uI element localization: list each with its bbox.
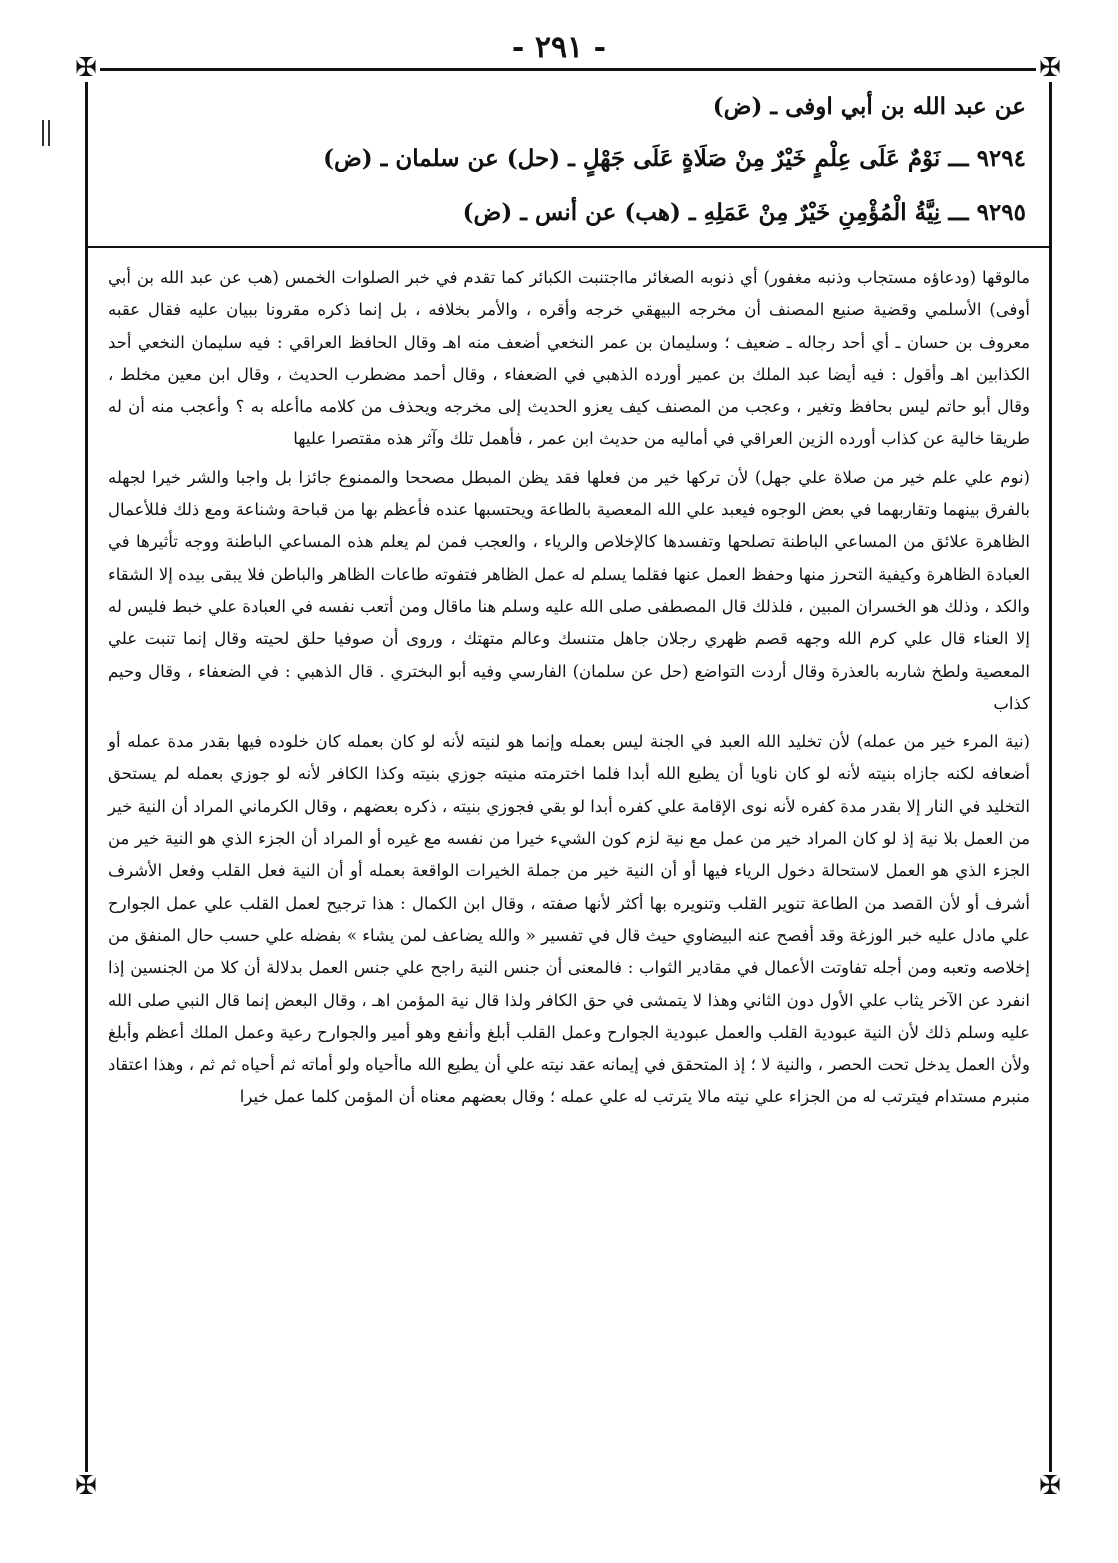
frame-left-border bbox=[85, 70, 88, 1482]
corner-ornament-icon: ✠ bbox=[72, 1472, 100, 1500]
corner-ornament-icon: ✠ bbox=[1036, 1472, 1064, 1500]
corner-ornament-icon: ✠ bbox=[1036, 54, 1064, 82]
commentary-paragraph-2: (نوم علي علم خير من صلاة علي جهل) لأن تركها خير من فعلها فقد يظن المبطل مصححا والممنوع جائزا بل واجبا والشر خيرا لجهله بالفرق بينهما وتقاربهما في بعض الوجوه فيعبد علي الله المعصية بالطاعة ويحتسبها عنده فأعظم بها من قباحة وشناعة ومع ذلك فللأعمال الظاهرة علائق من المساعي الباطنة تصلحها وتفسدها كالإخلاص والرياء ، والعجب فمن لم يعلم هذه المساعي الباطنة ووجه تأثيرها في العبادة الظاهرة وكيفية التحرز منها وحفظ العمل عنها فقلما يسلم له عمل الظاهر فتفوته طاعات الظاهر والباطن فلا يبقى بيده إلا الشقاء والكد ، وذلك هو الخسران المبين ، فلذلك قال المصطفى صلى الله عليه وسلم هنا ماقال ومن أتعب نفسه في العبادة علي خبط فليس له إلا العناء قال علي كرم الله وجهه قصم ظهري رجلان جاهل متنسك وعالم متهتك ، وروى أن صوفيا حلق لحيته وقال إنما تنبت علي المعصية ولطخ شاربه بالعذرة وقال أردت التواضع (حل عن سلمان) الفارسي وفيه أبو البختري . قال الذهبي : في الضعفاء ، وقال وحيم كذاب bbox=[108, 467, 1030, 713]
commentary-paragraph-1: مالوقها (ودعاؤه مستجاب وذنبه مغفور) أي ذنوبه الصغائر مااجتنبت الكبائر كما تقدم في خبر الصلوات الخمس (هب عن عبد الله بن أبي أوفى) الأسلمي وقضية صنيع المصنف أن مخرجه البيهقي خرجه وأقره ، والأمر بخلافه ، بل إنما ذكره مقرونا ببيان عليه فقال عقبه معروف بن حسان ـ أي أحد رجاله ـ ضعيف ؛ وسليمان بن عمر النخعي أضعف منه اهـ وقال الحافظ العراقي : فيه سليمان النخعي أحد الكذابين اهـ وأقول : فيه أيضا عبد الملك بن عمير أورده الذهبي في الضعفاء ، وقال أحمد مضطرب الحديث ، وقال ابن معين مخلط ، وقال أبو حاتم ليس بحافظ وتغير ، وعجب من المصنف كيف يعزو الحديث إلى مخرجه ويحذف من كلامه ماأعله به ؟ وأعجب منه أن له طريقا خالية عن كذاب أورده الزين العراقي في أماليه من حديث ابن عمر ، فأهمل تلك وآثر هذه مقتصرا عليها bbox=[108, 268, 1030, 449]
hadith-9295: ٩٢٩٥ ـــ نِيَّةُ الْمُؤْمِنِ خَيْرٌ مِنْ عَمَلِهِ ـ (هب) عن أنس ـ (ض) bbox=[462, 199, 1026, 226]
page-number: - ٢٩١ - bbox=[511, 30, 607, 65]
section-separator bbox=[85, 246, 1052, 248]
frame-right-border bbox=[1049, 70, 1052, 1482]
hadith-line-1: عن عبد الله بن أبي اوفى ـ (ض) bbox=[712, 93, 1026, 120]
margin-mark bbox=[42, 120, 50, 146]
commentary-body bbox=[108, 262, 1030, 1114]
corner-ornament-icon: ✠ bbox=[72, 54, 100, 82]
commentary-paragraph-3: (نية المرء خير من عمله) لأن تخليد الله العبد في الجنة ليس بعمله وإنما هو لنيته لأنه لو كان بعمله كان خلوده فيها بقدر مدة عمله أو أضعافه لكنه جازاه بنيته لأنه لو كان ناويا أن يطيع الله أبدا فلما اخترمته منيته جوزي بنيته وكذا الكافر لأنه لو جوزي بعمله لم يستحق التخليد في النار إلا بقدر مدة كفره لأنه نوى الإقامة علي كفره أبدا لو بقي فجوزي بنيته ، ذكره بعضهم ، وقال الكرماني المراد أن النية خير من العمل بلا نية إذ لو كان المراد خير من عمل مع نية لزم كون الشيء خيرا من نفسه مع غيره أو المراد أن الجزء الذي هو النية خير من الجزء الذي هو العمل لاستحالة دخول الرياء فيها أو أن النية خير من جملة الخيرات الواقعة بعمله أو أن النية فعل القلب وفعل الأشرف أشرف أو لأن القصد من الطاعة تنوير القلب وتنويره بها أكثر لأنها صفته ، وقال ابن الكمال : هذا ترجيح لعمل القلب علي عمل الجوارح علي مادل عليه خبر الوزغة وقد أفصح عنه البيضاوي حيث قال في تفسير « والله يضاعف لمن يشاء » بفضله علي حسب حال المنفق من إخلاصه وتعبه ومن أجله تفاوتت الأعمال في مقادير الثواب : فالمعنى أن جنس النية راجح علي جنس العمل بدلالة أن كلا من الجنسين إذا انفرد عن الآخر يثاب علي الأول دون الثاني وهذا لا يتمشى في حق الكافر ولذا قال نية المؤمن اهـ ، وقال البعض إنما قال النبي صلى الله عليه وسلم ذلك لأن النية عبودية القلب والعمل عبودية الجوارح وعمل القلب أبلغ وأنفع وهو أمير والجوارح رعية وعمل الملك أعظم وأبلغ ولأن العمل يدخل تحت الحصر ، والنية لا ؛ إذ المتحقق في إيمانه عقد نيته علي أن يطيع الله ماأحياه ولو أماته ثم أحياه ثم ثم ، وهذا اعتقاد منبرم مستدام فيترتب له من الجزاء علي نيته مالا يترتب له علي عمله ؛ وقال بعضهم معناه أن المؤمن كلما عمل خيرا bbox=[108, 732, 1030, 1107]
frame-top-border bbox=[88, 68, 1052, 71]
hadith-9294: ٩٢٩٤ ـــ نَوْمٌ عَلَى عِلْمٍ خَيْرٌ مِنْ صَلَاةٍ عَلَى جَهْلٍ ـ (حل) عن سلمان ـ (ض) bbox=[323, 145, 1026, 172]
